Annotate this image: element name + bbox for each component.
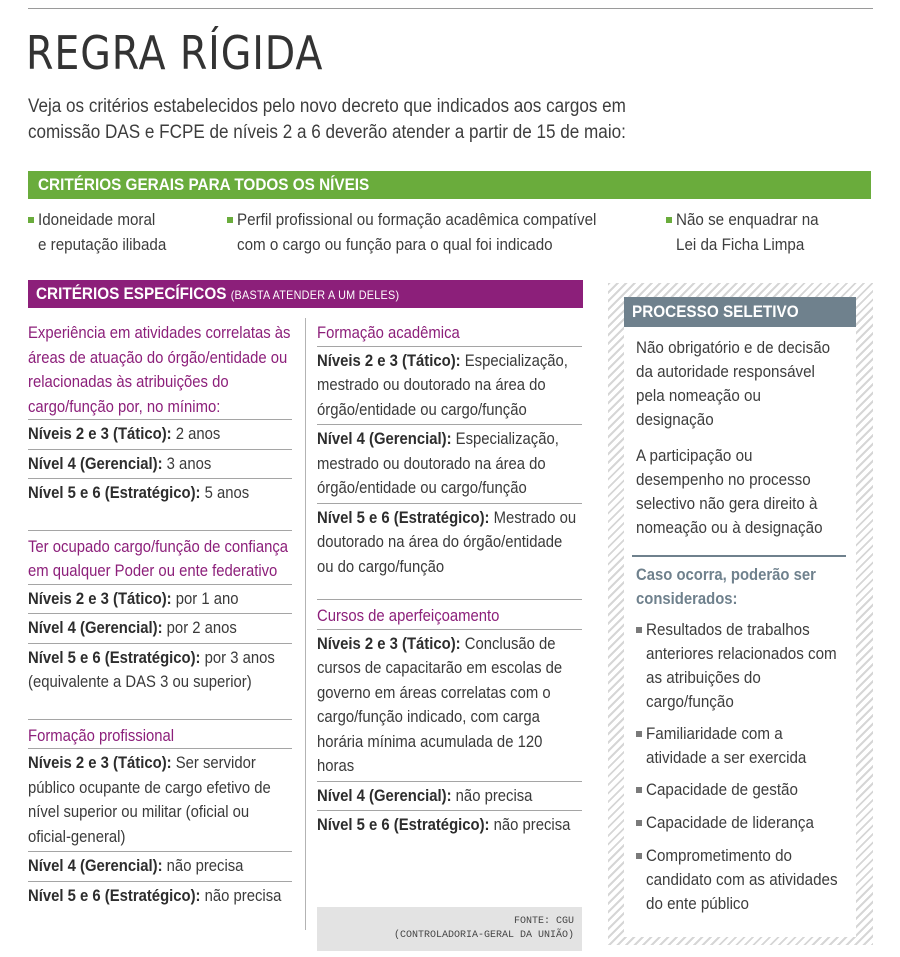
criteria-left-column xyxy=(28,321,292,910)
bullet-square-icon xyxy=(636,627,642,633)
criterion-row: Níveis 2 e 3 (Tático): Ser servidor público ocupante de cargo efetivo de nível superior ou militar (oficial ou oficial-general) xyxy=(28,748,292,851)
criterion-title: Formação acadêmica xyxy=(317,324,460,342)
bullet-square-icon xyxy=(227,217,233,223)
criterion-row: Nível 4 (Gerencial): 3 anos xyxy=(28,449,292,479)
bullet-square-icon xyxy=(666,217,672,223)
bullet-square-icon xyxy=(636,820,642,826)
criterion-row: Níveis 2 e 3 (Tático): por 1 ano xyxy=(28,584,292,614)
bullet-square-icon xyxy=(636,853,642,859)
criterion-row: Nível 5 e 6 (Estratégico): não precisa xyxy=(28,881,292,911)
specific-criteria-note: (BASTA ATENDER A UM DELES) xyxy=(230,288,400,302)
sidebar-list-item: Resultados de trabalhos anteriores relacionados com as atribuições do cargo/função xyxy=(646,618,856,714)
sidebar-list-item: Capacidade de liderança xyxy=(646,811,856,835)
bullet-square-icon xyxy=(636,731,642,737)
intro-text: Veja os critérios estabelecidos pelo novo decreto que indicados aos cargos em comissão DAS e FCPE de níveis 2 a 6 deverão atender a partir de 15 de maio: xyxy=(28,96,626,143)
top-rule xyxy=(28,8,873,9)
criterion-row: Nível 4 (Gerencial): por 2 anos xyxy=(28,613,292,643)
bullet-square-icon xyxy=(28,217,34,223)
criterion-row: Níveis 2 e 3 (Tático): Conclusão de cursos de capacitarão em escolas de governo em áreas correlatas com o cargo/função indicado, com carga horária mínima acumulada de 120 horas xyxy=(317,629,582,781)
sidebar-list-item: Capacidade de gestão xyxy=(646,778,856,802)
criterion-row: Níveis 2 e 3 (Tático): Especialização, mestrado ou doutorado na área do órgão/entidade ou cargo/função xyxy=(317,346,582,425)
specific-criteria-heading: CRITÉRIOS ESPECÍFICOS (BASTA ATENDER A UM DELES) xyxy=(28,280,583,308)
sidebar-list-item: Comprometimento do candidato com as atividades do ente público xyxy=(646,844,856,916)
bullet-square-icon xyxy=(636,787,642,793)
column-divider xyxy=(305,318,306,930)
sidebar-list-item: Familiaridade com a atividade a ser exercida xyxy=(646,722,856,770)
criterion-courses xyxy=(317,599,582,840)
sidebar-heading: PROCESSO SELETIVO xyxy=(624,297,856,327)
sidebar-paragraph-1: Não obrigatório e de decisão da autoridade responsável pela nomeação ou designação xyxy=(636,339,831,429)
criterion-title: Ter ocupado cargo/função de confiança em qualquer Poder ou ente federativo xyxy=(28,537,289,580)
general-item-1: Idoneidade moral e reputação ilibada xyxy=(38,208,177,258)
general-item-2: Perfil profissional ou formação acadêmica compatível com o cargo ou função para o qual foi indicado xyxy=(237,208,628,258)
sidebar-list-heading: Caso ocorra, poderão ser considerados: xyxy=(636,566,816,608)
sidebar-paragraph-2: A participação ou desempenho no processo selectivo não gera direito à nomeação ou à designação xyxy=(636,447,823,537)
source-note: FONTE: CGU (CONTROLADORIA-GERAL DA UNIÃO) xyxy=(317,907,582,951)
criterion-row: Nível 4 (Gerencial): Especialização, mestrado ou doutorado na área do órgão/entidade ou cargo/função xyxy=(317,424,582,503)
criterion-title: Formação profissional xyxy=(28,726,175,745)
criterion-row: Nível 5 e 6 (Estratégico): não precisa xyxy=(317,810,582,840)
criterion-row: Nível 5 e 6 (Estratégico): 5 anos xyxy=(28,478,292,508)
page-title: REGRA RÍGIDA xyxy=(26,26,324,80)
criterion-title: Experiência em atividades correlatas às áreas de atuação do órgão/entidade ou relacionadas às atribuições do cargo/função por, no mínimo: xyxy=(28,324,291,416)
criterion-title: Cursos de aperfeiçoamento xyxy=(317,607,500,625)
general-item-3: Não se enquadrar na Lei da Ficha Limpa xyxy=(676,208,831,258)
criterion-row: Níveis 2 e 3 (Tático): 2 anos xyxy=(28,419,292,449)
criterion-trust-position xyxy=(28,530,292,697)
criterion-experience xyxy=(28,321,292,508)
criterion-professional-training xyxy=(28,719,292,911)
criterion-academic xyxy=(317,321,582,581)
criterion-row: Nível 5 e 6 (Estratégico): Mestrado ou doutorado na área do órgão/entidade ou do cargo/função xyxy=(317,503,582,582)
criterion-row: Nível 4 (Gerencial): não precisa xyxy=(317,781,582,811)
criteria-middle-column xyxy=(317,321,582,840)
sidebar-divider xyxy=(632,555,846,557)
criterion-row: Nível 5 e 6 (Estratégico): por 3 anos (equivalente a DAS 3 ou superior) xyxy=(28,643,292,697)
general-criteria-heading: CRITÉRIOS GERAIS PARA TODOS OS NÍVEIS xyxy=(28,171,871,199)
criterion-row: Nível 4 (Gerencial): não precisa xyxy=(28,851,292,881)
